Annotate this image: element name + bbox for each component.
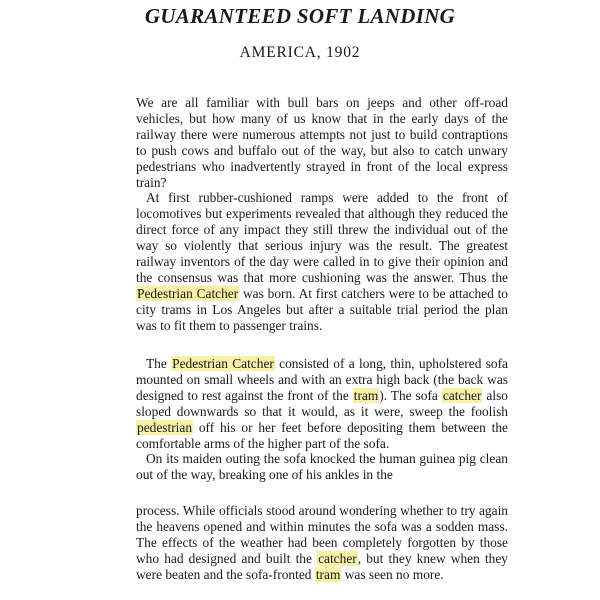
highlighted-term: Pedestrian Catcher (137, 285, 239, 301)
paragraph (136, 503, 508, 583)
text-segment: On its maiden outing the sofa knocked the human guinea pig clean out of the way, breaking one of his ankles in the (136, 451, 508, 483)
text-segment: was seen no more. (341, 566, 444, 582)
highlighted-term: catcher (318, 550, 357, 566)
highlighted-term: catcher (442, 387, 482, 403)
highlighted-term: pedestrian (137, 419, 193, 435)
paragraph (136, 451, 508, 483)
text-segment: We are all familiar with bull bars on jeeps and other off-road vehicles, but how many of us know that in the early days of the railway there were numerous attempts not just to build contraptions to push cows and buffalo out of the way, but also to catch unwary pedestrians who inadvertently strayed in front of the local express train? (136, 95, 508, 190)
text-segment: process. While officials stood around wondering whether to try again the heavens opened and within minutes the sofa was a sodden mass. The effects of the weather had been completely forgotten by those who had designed and built the (136, 503, 508, 566)
text-block-bottom (136, 503, 508, 583)
page-title: GUARANTEED SOFT LANDING (144, 4, 456, 28)
text-segment: , but they knew when they were beaten and the sofa-fronted (136, 550, 508, 582)
highlighted-term: Pedestrian Catcher (172, 356, 274, 371)
text-segment: ). The sofa (379, 387, 442, 403)
text-segment: off his or her feet before depositing them between the comfortable arms of the higher part of the sofa. (136, 419, 508, 451)
text-segment: consisted of a long, thin, upholstered sofa mounted on small wheels and with an extra high back (the back was designed to rest against the front of the (136, 356, 508, 403)
text-segment: also sloped downwards so that it would, as it were, sweep the foolish (136, 387, 508, 419)
paragraph (136, 190, 508, 333)
text-segment: The (146, 356, 172, 371)
text-block-middle (136, 356, 508, 483)
text-segment: At first rubber-cushioned ramps were added to the front of locomotives but experiments revealed that although they reduced the direct force of any impact they still threw the individual out of the way so violently that serious injury was the result. The greatest railway inventors of the day were called in to give their opinion and the consensus was that more cushioning was the answer. Thus the (136, 190, 508, 285)
paragraph (136, 356, 508, 451)
text-block-top (136, 95, 508, 334)
page-subtitle: AMERICA, 1902 (239, 44, 361, 61)
highlighted-term: tram (315, 566, 341, 582)
text-segment: was born. At first catchers were to be attached to city trams in Los Angeles but after a suitable trial period the plan was to fit them to passenger trains. (136, 285, 509, 333)
highlighted-term: tram (353, 387, 379, 403)
paragraph (136, 95, 508, 190)
